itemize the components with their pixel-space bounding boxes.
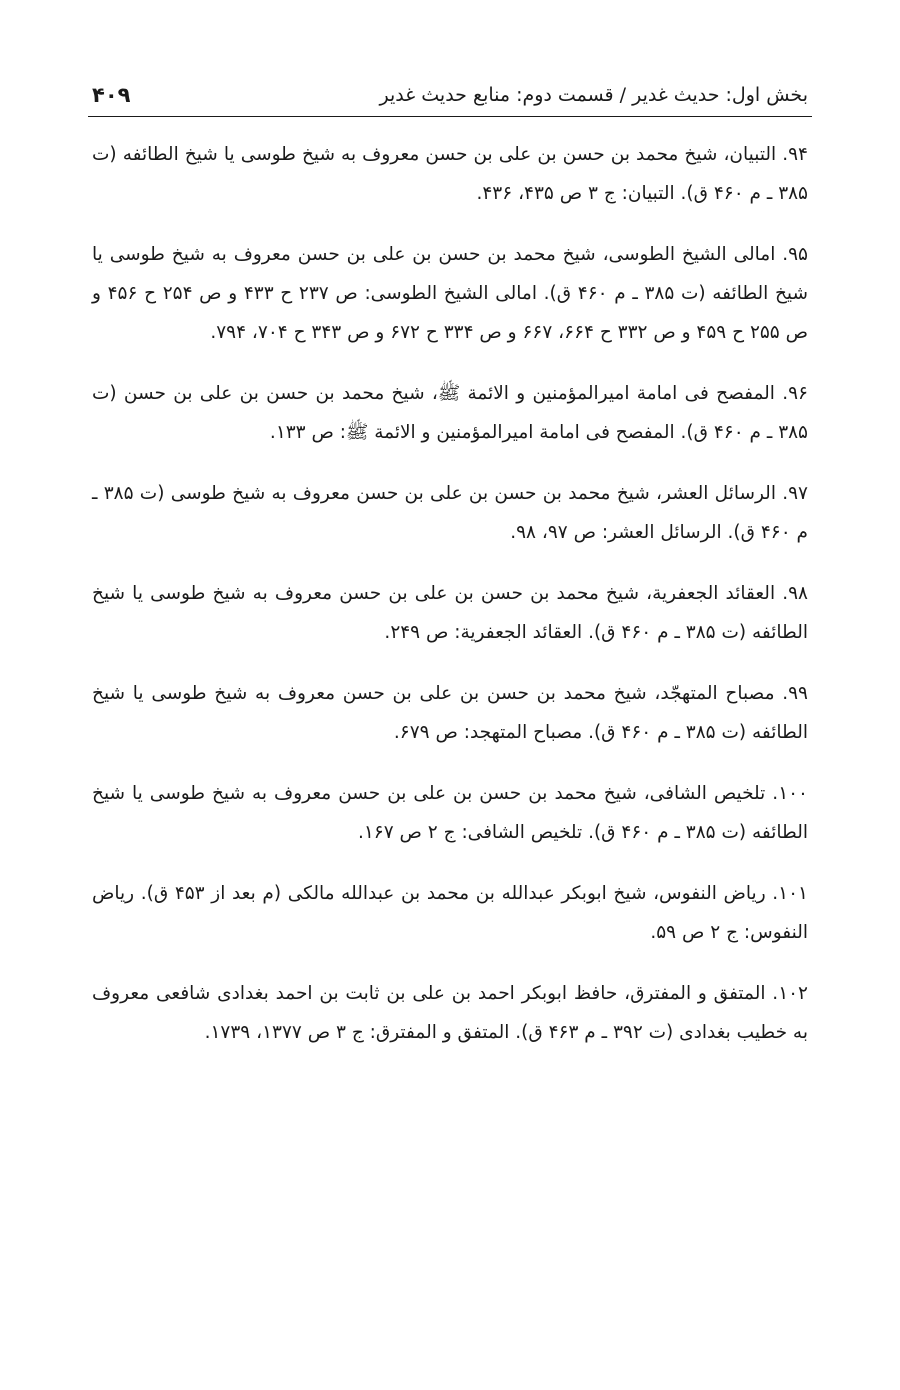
bibliography-entry-102: ۱۰۲. المتفق و المفترق، حافظ ابوبکر احمد بن علی بن ثابت بن احمد بغدادی شافعی معروف به خطیب بغدادی (ت ۳۹۲ ـ م ۴۶۳ ق). المتفق و المفترق: ج ۳ ص ۱۳۷۷، ۱۷۳۹. (92, 983, 808, 1043)
page-header (88, 70, 812, 117)
bibliography-list (88, 135, 812, 1052)
bibliography-entry-101: ۱۰۱. ریاض النفوس، شیخ ابوبکر عبدالله بن محمد بن عبدالله مالکی (م بعد از ۴۵۳ ق). ریاض النفوس: ج ۲ ص ۵۹. (92, 883, 808, 943)
bibliography-entry-94: ۹۴. التبیان، شیخ محمد بن حسن بن علی بن حسن معروف به شیخ طوسی یا شیخ الطائفه (ت ۳۸۵ ـ م ۴۶۰ ق). التبیان: ج ۳ ص ۴۳۵، ۴۳۶. (92, 144, 808, 204)
bibliography-entry-99: ۹۹. مصباح المتهجّد، شیخ محمد بن حسن بن علی بن حسن معروف به شیخ طوسی یا شیخ الطائفه (ت ۳۸۵ ـ م ۴۶۰ ق). مصباح المتهجد: ص ۶۷۹. (92, 683, 808, 743)
bibliography-entry-96: ۹۶. المفصح فی امامة امیرالمؤمنین و الائمة ﷺ، شیخ محمد بن حسن بن علی بن حسن (ت ۳۸۵ ـ م ۴۶۰ ق). المفصح فی امامة امیرالمؤمنین و الائمة ﷺ: ص ۱۳۳. (92, 383, 808, 443)
bibliography-entry-100: ۱۰۰. تلخیص الشافی، شیخ محمد بن حسن بن علی بن حسن معروف به شیخ طوسی یا شیخ الطائفه (ت ۳۸۵ ـ م ۴۶۰ ق). تلخیص الشافی: ج ۲ ص ۱۶۷. (92, 783, 808, 843)
bibliography-entry-95: ۹۵. امالی الشیخ الطوسی، شیخ محمد بن حسن بن علی بن حسن معروف به شیخ طوسی یا شیخ الطائفه (ت ۳۸۵ ـ م ۴۶۰ ق). امالی الشیخ الطوسی: ص ۲۳۷ ح ۴۳۳ و ص ۲۵۴ ح ۴۵۶ و ص ۲۵۵ ح ۴۵۹ و ص ۳۳۲ ح ۶۶۴، ۶۶۷ و ص ۳۳۴ ح ۶۷۲ و ص ۳۴۳ ح ۷۰۴، ۷۹۴. (92, 244, 808, 343)
running-title: بخش اول: حدیث غدیر / قسمت دوم: منابع حدیث غدیر (379, 84, 808, 106)
page-number: ۴۰۹ (92, 83, 131, 107)
bibliography-entry-98: ۹۸. العقائد الجعفریة، شیخ محمد بن حسن بن علی بن حسن معروف به شیخ طوسی یا شیخ الطائفه (ت ۳۸۵ ـ م ۴۶۰ ق). العقائد الجعفریة: ص ۲۴۹. (92, 583, 808, 643)
bibliography-entry-97: ۹۷. الرسائل العشر، شیخ محمد بن حسن بن علی بن حسن معروف به شیخ طوسی (ت ۳۸۵ ـ م ۴۶۰ ق). الرسائل العشر: ص ۹۷، ۹۸. (92, 483, 808, 543)
